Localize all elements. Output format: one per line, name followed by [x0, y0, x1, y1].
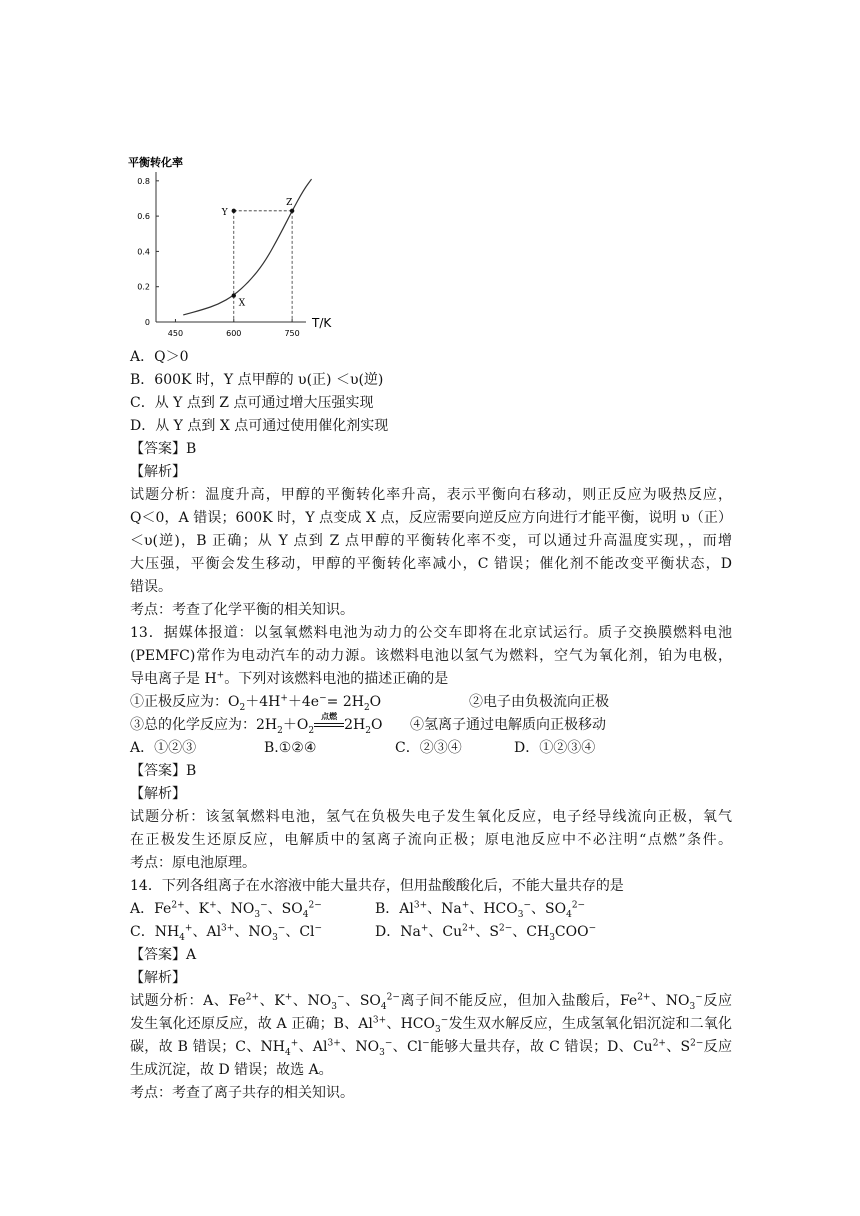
q12-answer: 【答案】B: [130, 441, 197, 457]
q13-analysis-line: 试题分析：该氢氧燃料电池，氢气在负极失电子发生氧化反应，电子经导线流向正极，氧气: [130, 809, 732, 825]
q12-option-a: A．Q＞0: [130, 349, 189, 365]
q13-statement-1: ①正极反应为：$O_2+4H^++4e^-= 2H_2O$: [130, 693, 382, 713]
q12-analysis-label: 【解析】: [130, 464, 186, 480]
y-axis-label: 平衡转化率: [128, 156, 183, 169]
x-tick-label: 750: [284, 329, 300, 338]
q13-stem-text: 导电离子是 H: [130, 671, 217, 687]
point-z: [290, 209, 294, 213]
point-x: [232, 293, 236, 297]
y-tick-label: 0.2: [137, 282, 150, 292]
q13-kaodian: 考点：原电池原理。: [130, 855, 256, 871]
q14-option-a: A．$Fe^{2+}$、K+、$NO_3^-$、$SO_4^{2-}$: [130, 900, 322, 920]
q13-analysis-line: 在正极发生还原反应，电解质中的氢离子流向正极；原电池反应中不必注明“点燃”条件。: [130, 832, 732, 848]
text: ③总的化学反应为：2H: [130, 717, 278, 733]
q14-option-b: B．$Al^{3+}$、Na+、$HCO_3^-$、$SO_4^{2-}$: [375, 900, 586, 920]
y-tick-label: 0: [144, 318, 150, 327]
q14-kaodian: 考点：考查了离子共存的相关知识。: [130, 1085, 354, 1101]
q14-option-c: C．$NH_4^+$、$Al^{3+}$、$NO_3^-$、Cl−: [130, 923, 323, 943]
q13-analysis-label: 【解析】: [130, 786, 186, 802]
text: ＋4H: [245, 694, 281, 710]
q12-option-c: C．从 Y 点到 Z 点可通过增大压强实现: [130, 395, 374, 411]
q12-option-b: B．600K 时，Y 点甲醇的 υ(正) ＜υ(逆): [130, 372, 384, 388]
superscript: +: [216, 670, 225, 681]
q14-option-d: D．Na+、$Cu^{2+}$、$S^{2-}$、$CH_3COO^-$: [375, 923, 597, 943]
q14-stem: 14．下列各组离子在水溶液中能大量共存，但用盐酸酸化后，不能大量共存的是: [130, 878, 624, 894]
y-tick-label: 0.8: [137, 176, 150, 186]
q13-option-c: C．②③④: [395, 740, 462, 756]
x-axis-label: T/K: [312, 316, 332, 330]
q13-statement-3: ③总的化学反应为：$2H_2+O_2$ 点燃 $2H_2O$: [130, 711, 383, 736]
text: ＋4e: [287, 694, 320, 710]
q14-analysis-line: 试题分析：A、$Fe^{2+}$、K+、$NO_3^-$、$SO_4^{2-}$离子间不能反应，但加入盐酸后，$Fe^{2+}$、$NO_3^-$反应: [130, 992, 732, 1012]
q12-analysis-line: 错误。: [130, 579, 172, 595]
text: = 2H: [326, 694, 364, 710]
y-tick-label: 0.4: [137, 247, 150, 257]
q12-analysis-line: ＜υ(逆)，B 正确；从 Y 点到 Z 点甲醇的平衡转化率不变，可以通过升高温度实现，，而增: [130, 533, 732, 549]
point-y: [232, 209, 236, 213]
q12-analysis-line: Q＜0，A 错误；600K 时，Y 点变成 X 点，反应需要向逆反应方向进行才能平衡，说明 υ（正）: [130, 510, 732, 526]
q14-answer: 【答案】A: [130, 947, 197, 963]
chart-svg: [126, 152, 336, 340]
q14-analysis-line: 发生氧化还原反应，故 A 正确；B、$Al^{3+}$、$HCO_3^-$发生双水解反应，生成氢氧化铝沉淀和二氧化: [130, 1015, 733, 1035]
q13-option-b: B.①②④: [264, 740, 317, 756]
text: O: [370, 717, 383, 733]
q12-analysis-line: 试题分析：温度升高，甲醇的平衡转化率升高，表示平衡向右移动，则正反应为吸热反应，: [130, 487, 732, 503]
q13-statement-4: ④氢离子通过电解质向正极移动: [410, 717, 606, 733]
q13-stem: (PEMFC)常作为电动汽车的动力源。该燃料电池以氢气为燃料，空气为氧化剂，铂为电极，: [130, 648, 732, 664]
x-tick-label: 600: [226, 329, 242, 338]
q14-analysis-line: 碳，故 B 错误；C、$NH_4^+$、$Al^{3+}$、$NO_3^-$、Cl−能够大量共存，故 C 错误；D、$Cu^{2+}$、$S^{2-}$反应: [130, 1038, 733, 1058]
text: ＋O: [282, 717, 309, 733]
q13-option-d: D．①②③④: [514, 740, 596, 756]
text: O: [369, 694, 382, 710]
x-tick-label: 450: [167, 329, 184, 338]
text: ①正极反应为：O: [130, 694, 240, 710]
condition-text: 点燃: [321, 711, 338, 721]
q12-analysis-line: 大压强，平衡会发生移动，甲醇的平衡转化率减小，C 错误；催化剂不能改变平衡状态，D: [130, 556, 732, 572]
text: 2H: [344, 717, 366, 733]
ignition-condition-arrow: [314, 711, 344, 730]
q13-stem: 13．据媒体报道：以氢氧燃料电池为动力的公交车即将在北京试运行。质子交换膜燃料电池: [130, 625, 732, 641]
q13-answer: 【答案】B: [130, 763, 197, 779]
y-tick-label: 0.6: [137, 212, 150, 222]
q13-stem-text: 。下列对该燃料电池的描述正确的是: [224, 671, 449, 687]
q14-analysis-line: 生成沉淀，故 D 错误；故选 A。: [130, 1062, 333, 1078]
q12-kaodian: 考点：考查了化学平衡的相关知识。: [130, 602, 354, 618]
q12-option-d: D．从 Y 点到 X 点可通过使用催化剂实现: [130, 418, 389, 434]
point-label: Y: [221, 207, 228, 218]
point-label: Z: [286, 197, 293, 208]
q13-stem: [130, 668, 448, 690]
q13-statement-2: ②电子由负极流向正极: [469, 694, 609, 710]
point-label: X: [238, 298, 246, 309]
conversion-rate-chart: [126, 152, 336, 340]
q13-option-a: A．①②③: [130, 740, 197, 756]
q14-analysis-label: 【解析】: [130, 970, 186, 986]
